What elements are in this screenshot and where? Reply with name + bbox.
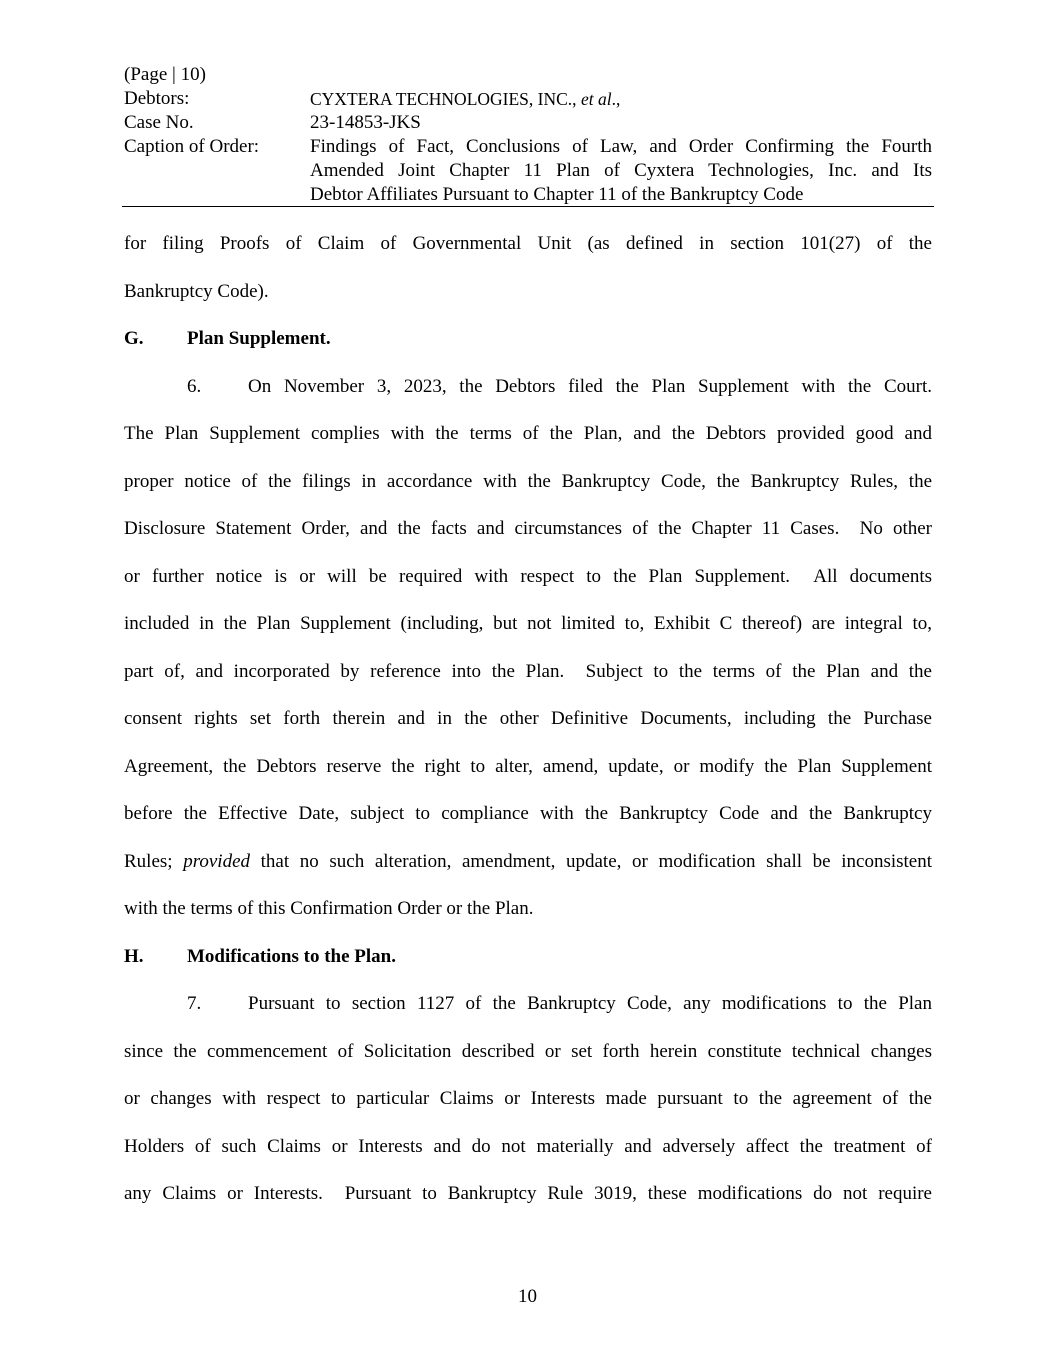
caption-header [124, 63, 932, 207]
body-line: or changes with respect to particular Claims or Interests made pursuant to the agreement of the [124, 1088, 932, 1109]
provided-italic: provided [183, 850, 251, 872]
caption-line: Amended Joint Chapter 11 Plan of Cyxtera Technologies, Inc. and Its [310, 160, 932, 181]
header-divider [122, 206, 934, 207]
body-line: proper notice of the filings in accordance with the Bankruptcy Code, the Bankruptcy Rules, the [124, 470, 932, 492]
debtors-row [124, 87, 932, 111]
body-line: Agreement, the Debtors reserve the right to alter, amend, update, or modify the Plan Supplement [124, 755, 932, 777]
body-line: consent rights set forth therein and in the other Definitive Documents, including the Purchase [124, 708, 932, 729]
body-line: Holders of such Claims or Interests and do not materially and adversely affect the treatment of [124, 1135, 932, 1157]
caption-text [310, 135, 932, 207]
body-line: included in the Plan Supplement (including, but not limited to, Exhibit C thereof) are integral to, [124, 613, 932, 634]
document-body [124, 229, 932, 1227]
body-line: part of, and incorporated by reference into the Plan. Subject to the terms of the Plan and the [124, 660, 932, 682]
body-line: for filing Proofs of Claim of Governmental Unit (as defined in section 101(27) of the [124, 233, 932, 254]
paragraph-number: 7. [187, 993, 202, 1014]
section-heading-g [124, 324, 932, 372]
body-line: before the Effective Date, subject to compliance with the Bankruptcy Code and the Bankruptcy [124, 803, 932, 824]
paragraph-number: 6. [187, 375, 202, 397]
caption-line: Findings of Fact, Conclusions of Law, and Order Confirming the Fourth [310, 136, 932, 157]
paragraph-6-first-line: 6. On November 3, 2023, the Debtors filed the Plan Supplement with the Court. [124, 372, 932, 420]
et-al: et al [580, 89, 612, 109]
section-letter: G. [124, 328, 144, 349]
case-row [124, 111, 932, 135]
section-title: Modifications to the Plan. [187, 945, 396, 967]
page-number: 10 [518, 1286, 537, 1307]
section-heading-h [124, 942, 932, 990]
body-line: since the commencement of Solicitation described or set forth herein constitute technical changes [124, 1040, 932, 1062]
debtors-label: Debtors: [124, 88, 190, 109]
body-line: Rules; provided that no such alteration, amendment, update, or modification shall be inconsistent [124, 850, 932, 872]
body-line: The Plan Supplement complies with the terms of the Plan, and the Debtors provided good and [124, 423, 932, 444]
case-number: 23-14853-JKS [310, 112, 421, 133]
section-title: Plan Supplement. [187, 328, 331, 349]
body-line: any Claims or Interests. Pursuant to Bankruptcy Rule 3019, these modifications do not require [124, 1183, 932, 1204]
body-line: Bankruptcy Code). [124, 280, 269, 302]
body-line: Disclosure Statement Order, and the facts and circumstances of the Chapter 11 Cases. No other [124, 518, 932, 539]
body-line: with the terms of this Confirmation Order or the Plan. [124, 898, 534, 919]
caption-label: Caption of Order: [124, 136, 260, 157]
caption-line: Debtor Affiliates Pursuant to Chapter 11 of the Bankruptcy Code [310, 184, 804, 205]
page-label-row [124, 63, 932, 87]
section-letter: H. [124, 945, 144, 967]
debtors-value: CYXTERA TECHNOLOGIES, INC., et al., [310, 89, 621, 109]
case-label: Case No. [124, 112, 194, 133]
page-label: (Page | 10) [124, 64, 206, 85]
caption-row [124, 135, 932, 207]
body-line: or further notice is or will be required with respect to the Plan Supplement. All documents [124, 565, 932, 587]
paragraph-7-first-line: 7. Pursuant to section 1127 of the Bankruptcy Code, any modifications to the Plan [124, 989, 932, 1037]
